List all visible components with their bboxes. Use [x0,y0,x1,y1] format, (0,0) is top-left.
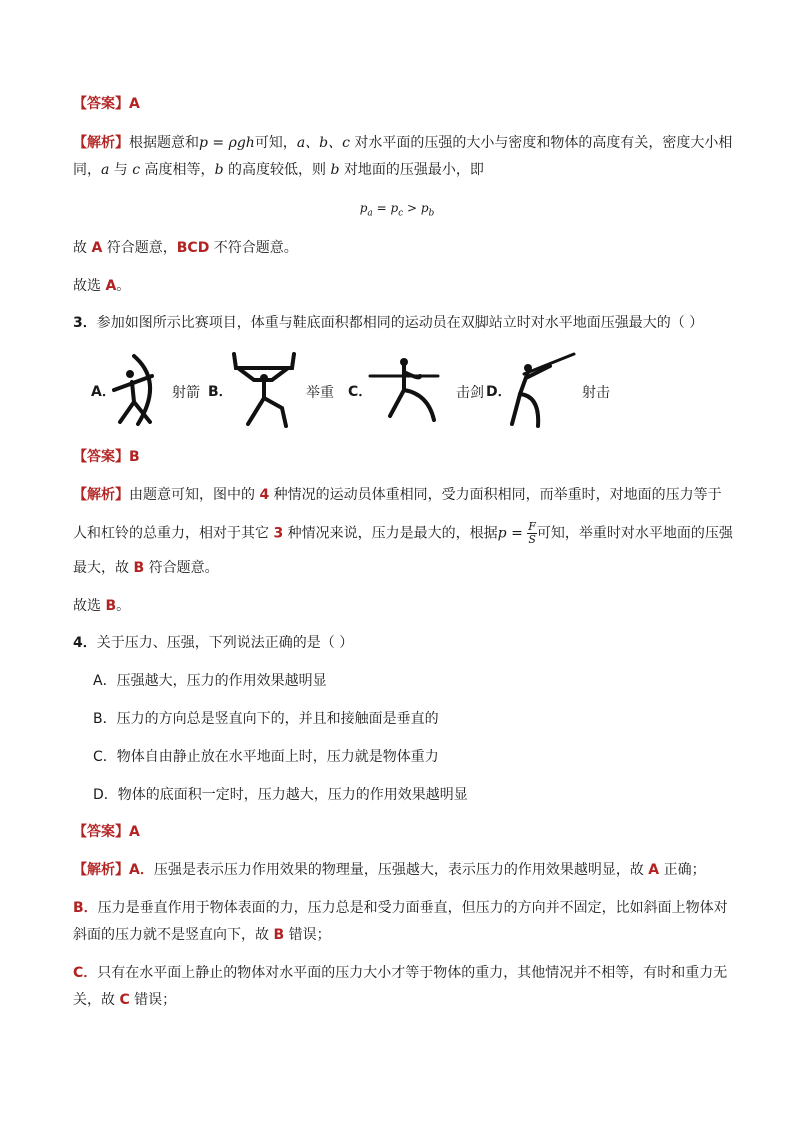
q4-option-c[interactable]: C．物体自由静止放在水平地面上时，压力就是物体重力 [93,749,439,765]
pressure-fraction: $\frac{F}{S}$ [528,520,536,546]
q3-answer: 【答案】B [73,449,140,465]
q2-select: 故选 A。 [73,278,131,294]
q3-analysis-line-3: 最大，故 B 符合题意。 [73,560,219,576]
shooter-pictogram-icon [506,350,576,428]
archer-pictogram-icon [112,352,168,428]
q4-option-d[interactable]: D．物体的底面积一定时，压力越大，压力的作用效果越明显 [93,787,468,803]
q3-option-a-caption: 射箭 [172,385,200,401]
q4-analysis-a: 【解析】A．压强是表示压力作用效果的物理量，压强越大，表示压力的作用效果越明显，故 A 正确； [73,862,706,878]
q2-analysis-line-2: 同，a 与 c 高度相等，b 的高度较低，则 b 对地面的压强最小，即 [73,162,484,178]
q3-stem: 3．参加如图所示比赛项目，体重与鞋底面积都相同的运动员在双脚站立时对水平地面压强最大的（ ） [73,315,704,331]
q3-option-a-label[interactable]: A． [91,384,116,400]
q3-select: 故选 B。 [73,598,131,614]
q3-option-c-label[interactable]: C． [348,384,373,400]
q4-option-b[interactable]: B．压力的方向总是竖直向下的，并且和接触面是垂直的 [93,711,439,727]
pressure-formula: p = ρgh [199,135,255,151]
q4-answer: 【答案】A [73,824,140,840]
q4-analysis-b-line-2: 斜面的压力就不是竖直向下，故 B 错误； [73,927,331,943]
q3-option-b-caption: 举重 [306,385,334,401]
analysis-tag: 【解析】 [73,135,129,151]
pressure-relation: $p_a = p_c > p_b$ [359,201,435,219]
q2-answer [73,94,140,114]
q4-option-a[interactable]: A．压强越大，压力的作用效果越明显 [93,673,327,689]
answer-value: A [129,96,140,112]
q4-analysis-c-line-2: 关，故 C 错误； [73,992,177,1008]
q3-option-c-caption: 击剑 [456,385,484,401]
weightlifter-pictogram-icon [228,350,300,430]
q3-option-d-label[interactable]: D． [486,384,512,400]
answer-tag: 【答案】 [73,96,129,112]
q4-analysis-b-line-1: B．压力是垂直作用于物体表面的力，压力总是和受力面垂直，但压力的方向并不固定，比如斜面上物体对 [73,900,728,916]
q3-option-b-label[interactable]: B． [208,384,233,400]
q3-analysis-line-1: 【解析】由题意可知，图中的 4 种情况的运动员体重相同，受力面积相同，而举重时，对地面的压力等于 [73,487,722,503]
q4-analysis-c-line-1: C．只有在水平面上静止的物体对水平面的压力大小才等于物体的重力，其他情况并不相等，有时和重力无 [73,965,728,981]
fencer-pictogram-icon [368,354,454,426]
q4-stem: 4．关于压力、压强，下列说法正确的是（ ） [73,635,354,651]
q3-analysis-line-2: 人和杠铃的总重力，相对于其它 3 种情况来说，压力是最大的，根据p = $\frac{F}{S}$ 可知，举重时对水平地面的压强 [73,520,733,546]
q2-analysis-line-1: 【解析】根据题意和p = ρgh可知，a、b、c 对水平面的压强的大小与密度和物体的高度有关，密度大小相 [73,135,733,151]
q3-option-d-caption: 射击 [582,385,610,401]
q2-conclusion: 故 A 符合题意，BCD 不符合题意。 [73,240,298,256]
